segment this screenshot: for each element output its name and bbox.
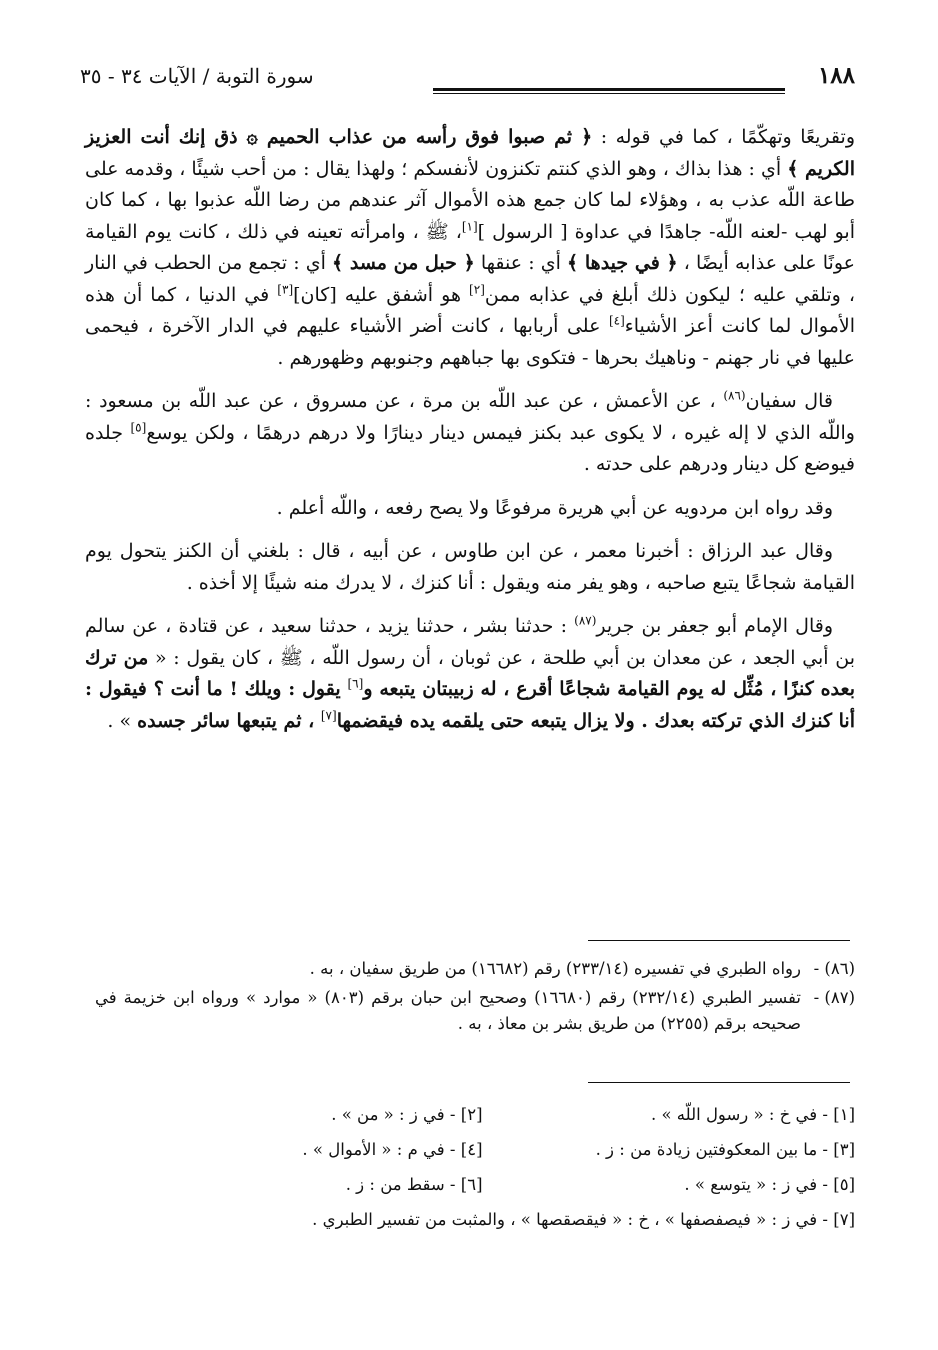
paragraph xyxy=(85,386,855,481)
quran-quote: ﴿ حبل من مسد ﴾ xyxy=(332,252,475,274)
running-title: سورة التوبة / الآيات ٣٤ - ٣٥ xyxy=(80,64,314,88)
variant-note: [٧] - في ز : « فيصفصفها » ، خ : « فيقصقصها » ، والمثبت من تفسير الطبري . xyxy=(312,1210,855,1229)
text-run: وقال الإمام أبو جعفر بن جرير xyxy=(596,615,833,637)
variant-note: [٥] - في ز : « يتوسع » . xyxy=(684,1175,855,1194)
text-run: أي : عنقها xyxy=(474,252,568,274)
footnotes xyxy=(95,956,855,1040)
text-run: » . xyxy=(107,709,138,732)
text-run: هو أشفق عليه [كان] xyxy=(293,283,470,306)
text-run: في الدنيا ، كما أن هذه الأموال لما كانت أعز الأشياء xyxy=(85,283,855,337)
footnote-number: (٨٦) - xyxy=(813,959,855,978)
reference-mark: [٧] xyxy=(320,708,337,723)
paragraph xyxy=(85,611,855,737)
variant-row xyxy=(110,1167,855,1202)
text-run: وقال عبد الرزاق : أخبرنا معمر ، عن ابن طاوس ، عن أبيه ، قال : بلغني أن الكنز يتحول يوم القيامة شجاعًا يتبع صاحبه ، وهو يفر منه ويقول : أنا كنزك ، لا يدرك منه شيئًا إلا أخذه . xyxy=(85,540,855,594)
quran-quote: ﴿ في جيدها ﴾ xyxy=(567,252,678,274)
footnote xyxy=(95,956,855,982)
reference-mark: [٢] xyxy=(469,282,485,297)
reference-mark: [٥] xyxy=(130,420,147,435)
paragraph xyxy=(85,493,855,525)
text-run: : حدثنا بشر ، حدثنا يزيد ، حدثنا سعيد ، عن قتادة ، عن سالم بن أبي الجعد ، عن معدان بن أبي طلحة ، عن ثوبان ، أن رسول اللّه ، ﷺ ، كان يقول : « xyxy=(85,615,856,669)
manuscript-variants xyxy=(110,1097,855,1237)
text-run: أي : هذا بذاك ، وهو الذي كنتم تكنزون لأنفسكم ؛ ولهذا يقال : من أحب شيئًا ، وقدمه على طاعة اللّه عذب به ، وهؤلاء لما كان جمع هذه الأموال آثر عندهم من رضا اللّه عذبوا بها ، كما كان أبو لهب -لعنه اللّه- جاهدًا في عداوة [ الرسول ] xyxy=(85,157,855,243)
header-rule xyxy=(433,88,785,94)
hadith-text: يقول : ويلك ! ما أنت ؟ فيقول : أنا كنزك الذي تركته بعدك . ولا يزال يتبعه حتى يلقمه يده فيقضمها xyxy=(85,678,855,732)
reference-mark: [١] xyxy=(461,219,478,234)
variant-row xyxy=(110,1202,855,1237)
text-run: وقد رواه ابن مردويه عن أبي هريرة مرفوعًا ولا يصح رفعه ، واللّه أعلم . xyxy=(276,496,833,519)
reference-mark: (٨٧) xyxy=(574,613,597,628)
text-run: ، عن الأعمش ، عن عبد اللّه بن مرة ، عن مسروق ، عن عبد اللّه بن مسعود : واللّه الذي لا إله غيره ، لا يكوى عبد بكنز فيمس دينار دينارًا ولا درهم درهمًا ، ولكن يوسع xyxy=(85,390,855,444)
text-run: جلده فيوضع كل دينار ودرهم على حدته . xyxy=(85,421,855,475)
reference-mark: [٤] xyxy=(608,313,625,328)
variant-note: [٣] - ما بين المعكوفتين زيادة من : ز . xyxy=(595,1140,855,1159)
reference-mark: [٦] xyxy=(347,676,364,691)
footnote-number: (٨٧) - xyxy=(813,988,855,1007)
footnote xyxy=(95,985,855,1037)
page-number: ١٨٨ xyxy=(817,62,855,89)
variant-note: [١] - في خ : « رسول اللّه » . xyxy=(650,1105,855,1124)
reference-mark: (٨٦) xyxy=(723,388,746,403)
text-run: أي : تجمع من الحطب في النار ، وتلقي عليه ؛ ليكون ذلك أبلغ في عذابه ممن xyxy=(85,252,856,306)
quran-quote: ﴿ ثم صبوا فوق رأسه من عذاب الحميم ۞ ذق إنك أنت العزيز الكريم ﴾ xyxy=(85,126,855,180)
variant-note: [٢] - في ز : « من » . xyxy=(331,1105,483,1124)
text-run: قال سفيان xyxy=(745,390,833,412)
main-text xyxy=(85,122,855,749)
variants-separator xyxy=(588,1082,850,1083)
hadith-text: من ترك بعده كنزًا ، مُثِّل له يوم القيامة شجاعًا أقرع ، له زبيبتان يتبعه و xyxy=(85,646,855,700)
variant-row xyxy=(110,1132,855,1167)
text-run: وتقريعًا وتهكّمًا ، كما في قوله : xyxy=(592,126,855,148)
variant-note: [٤] - في م : « الأموال » . xyxy=(302,1140,483,1159)
hadith-text: ، ثم يتبعها سائر جسده xyxy=(137,709,321,732)
paragraph xyxy=(85,536,855,599)
variant-note: [٦] - سقط من : ز . xyxy=(345,1175,483,1194)
page-header xyxy=(80,62,855,102)
variant-row xyxy=(110,1097,855,1132)
footnote-text: رواه الطبري في تفسيره (٢٣٣/١٤) رقم (١٦٦٨٢) من طريق سفيان ، به . xyxy=(309,959,801,978)
text-run: على أربابها ، كانت أضر الأشياء عليهم في الدار الآخرة ، فيحمى عليها في نار جهنم - وناهيك بحرها - فتكوى بها جباههم وجنوبهم وظهورهم . xyxy=(85,315,855,369)
paragraph xyxy=(85,122,855,374)
footnote-text: تفسير الطبري (٢٣٢/١٤) رقم (١٦٦٨٠) وصحيح ابن حبان برقم (٨٠٣) « موارد » ورواه ابن خزيمة في صحيحه برقم (٢٢٥٥) من طريق بشر بن معاذ ، به . xyxy=(95,988,801,1033)
reference-mark: [٣] xyxy=(277,282,294,297)
footnote-separator xyxy=(588,940,850,941)
text-run: ، ﷺ ، وامرأته تعينه في ذلك ، كانت يوم القيامة عونًا على عذابه أيضًا ، xyxy=(85,220,855,274)
